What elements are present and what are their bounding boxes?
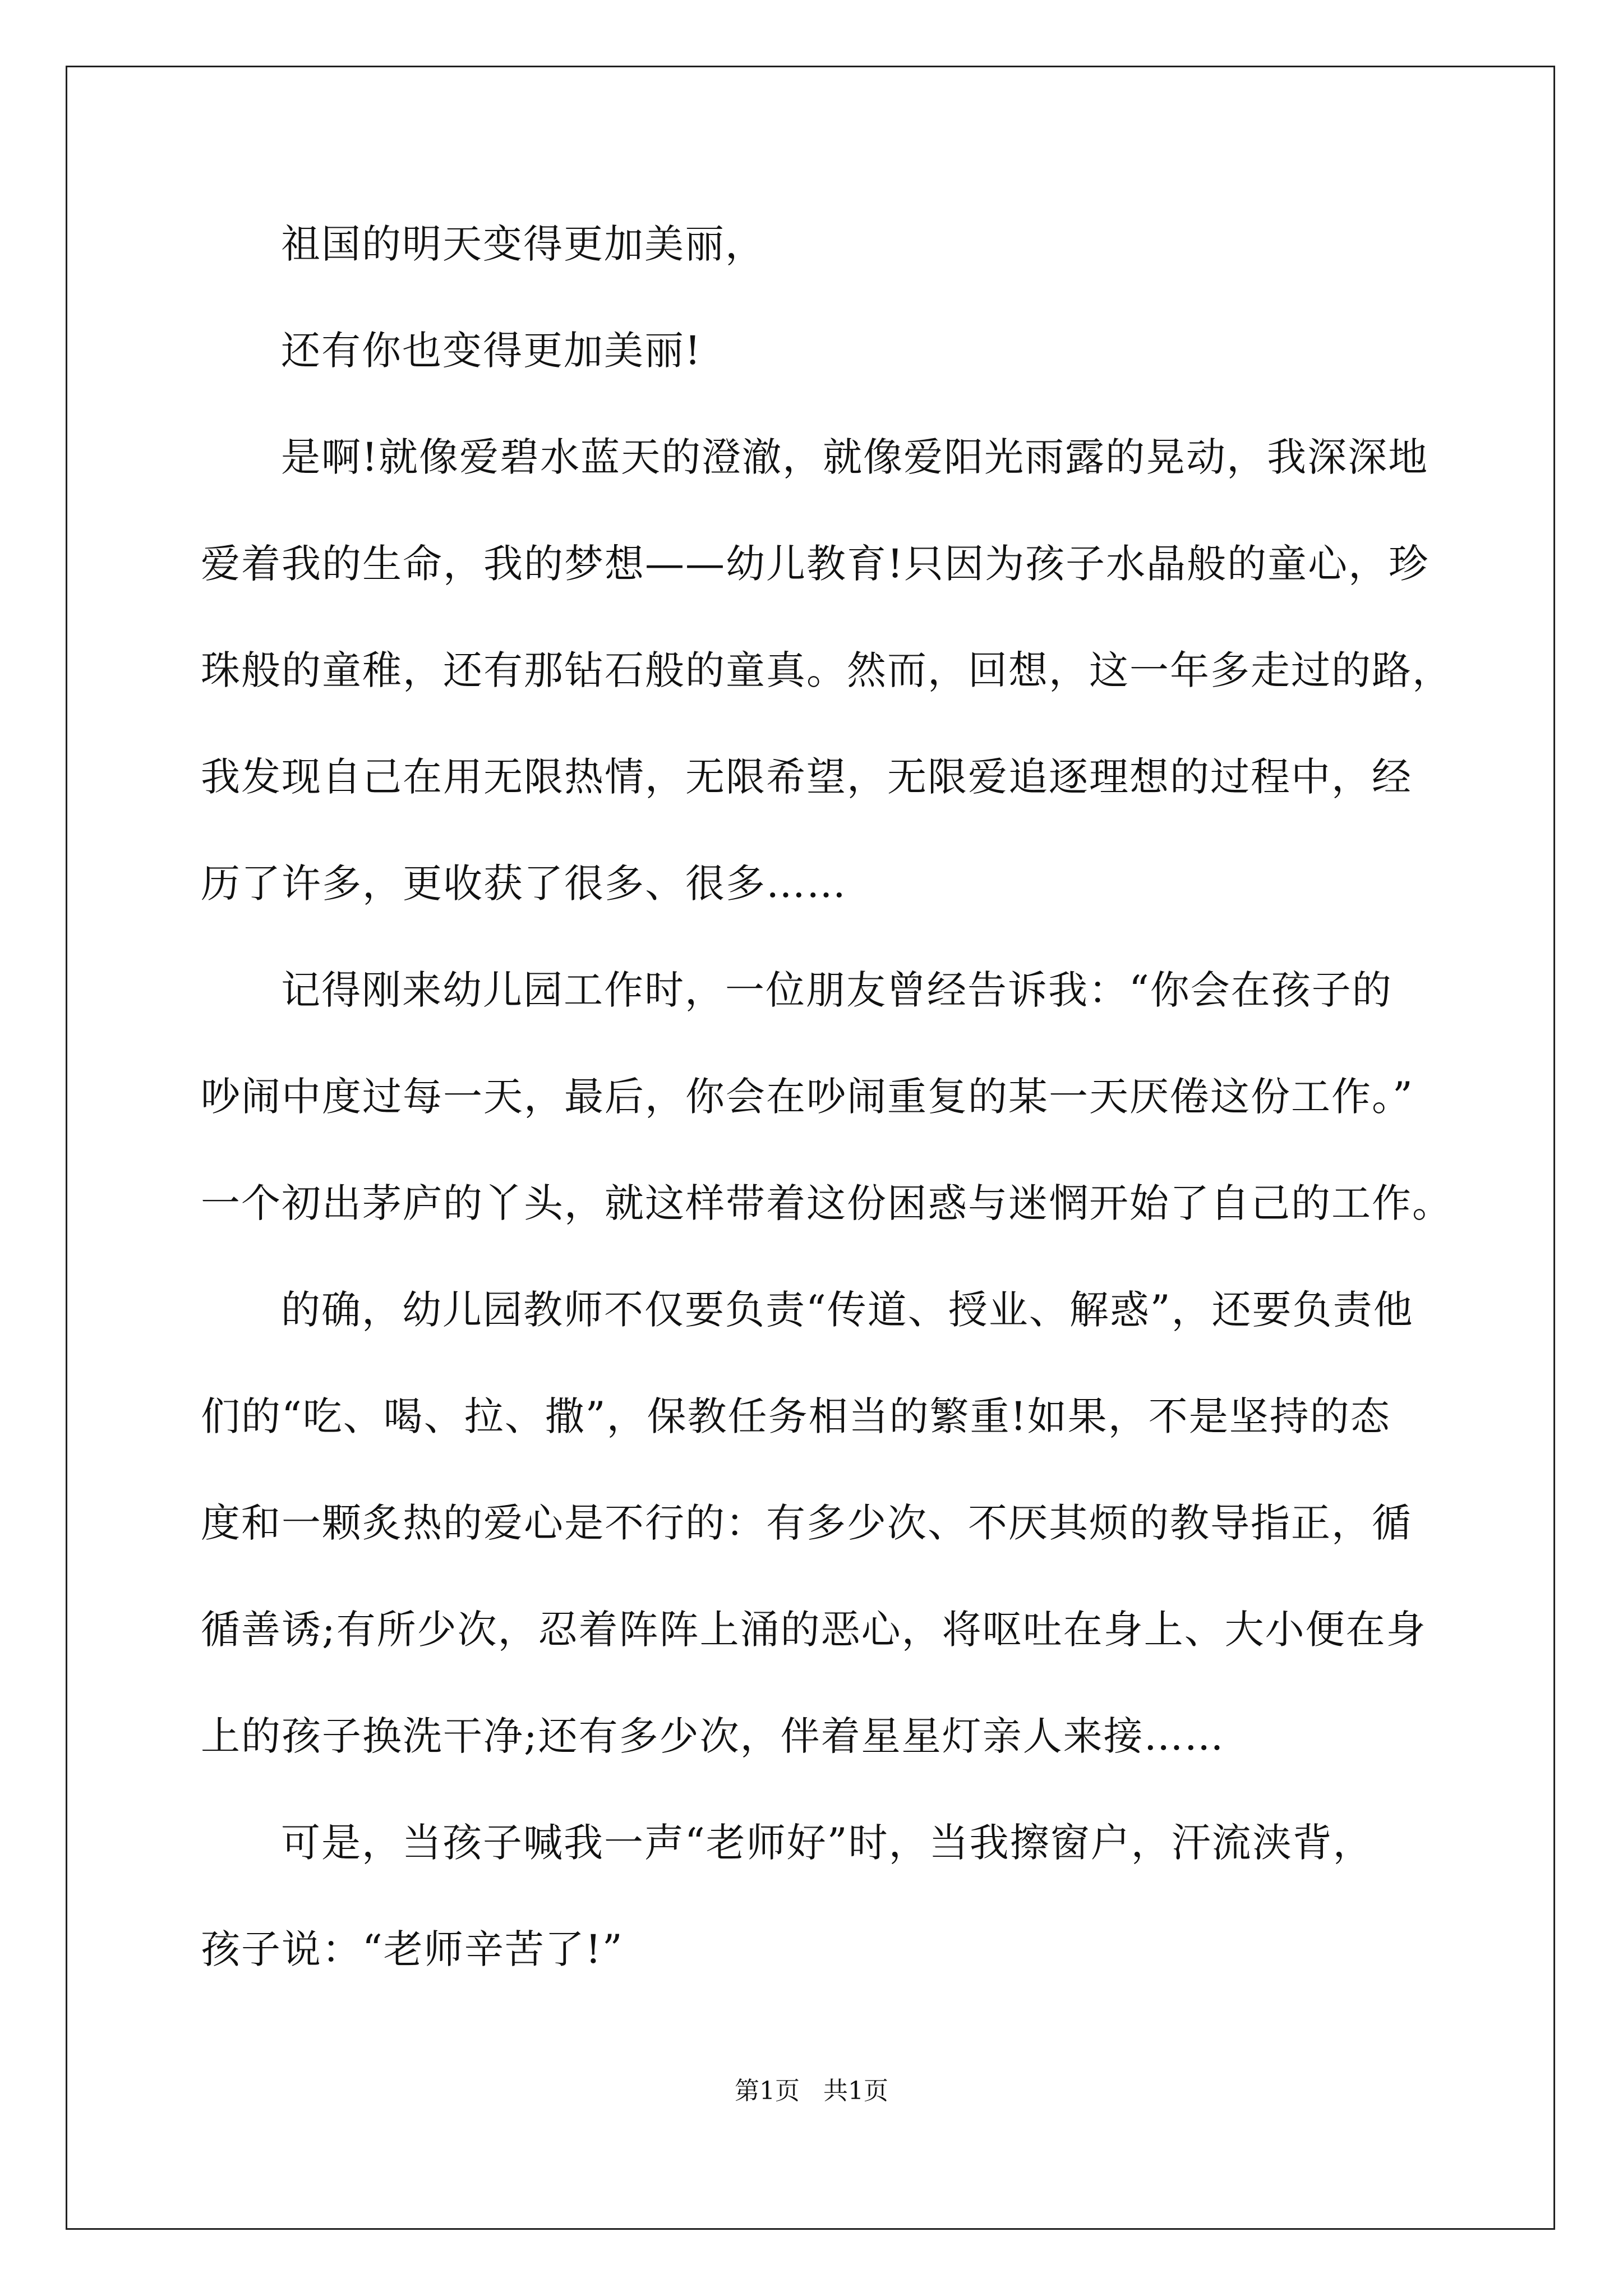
text-line: 祖国的明天变得更加美丽， (281, 221, 766, 267)
text-line: 孩子说：“老师辛苦了!” (201, 1926, 624, 1972)
text-line: 记得刚来幼儿园工作时，一位朋友曾经告诉我：“你会在孩子的 (281, 967, 1393, 1013)
page-number-footer: 第1页 共1页 (735, 2077, 888, 2105)
page-border (66, 66, 1555, 2230)
text-line: 上的孩子换洗干净;还有多少次，伴着星星灯亲人来接…… (201, 1713, 1225, 1759)
text-line: 珠般的童稚，还有那钻石般的童真。然而，回想，这一年多走过的路， (201, 647, 1453, 693)
text-line: 还有你也变得更加美丽! (281, 328, 702, 374)
text-line: 们的“吃、喝、拉、撒”，保教任务相当的繁重!如果，不是坚持的态 (201, 1393, 1391, 1439)
text-line: 可是，当孩子喊我一声“老师好”时，当我擦窗户，汗流浃背， (281, 1820, 1373, 1866)
text-line: 是啊!就像爱碧水蓝天的澄澈，就像爱阳光雨露的晃动，我深深地 (281, 434, 1429, 480)
text-line: 历了许多，更收获了很多、很多…… (201, 861, 847, 907)
text-line: 我发现自己在用无限热情，无限希望，无限爱追逐理想的过程中，经 (201, 754, 1412, 800)
text-line: 一个初出茅庐的丫头，就这样带着这份困惑与迷惘开始了自己的工作。 (201, 1180, 1453, 1226)
text-line: 吵闹中度过每一天，最后，你会在吵闹重复的某一天厌倦这份工作。” (201, 1074, 1414, 1120)
text-line: 的确，幼儿园教师不仅要负责“传道、授业、解惑”，还要负责他 (281, 1287, 1414, 1333)
text-line: 循善诱;有所少次，忍着阵阵上涌的恶心，将呕吐在身上、大小便在身 (201, 1607, 1427, 1653)
text-line: 爱着我的生命，我的梦想——幼儿教育!只因为孩子水晶般的童心，珍 (201, 541, 1430, 587)
text-line: 度和一颗炙热的爱心是不行的：有多少次、不厌其烦的教导指正，循 (201, 1500, 1412, 1546)
